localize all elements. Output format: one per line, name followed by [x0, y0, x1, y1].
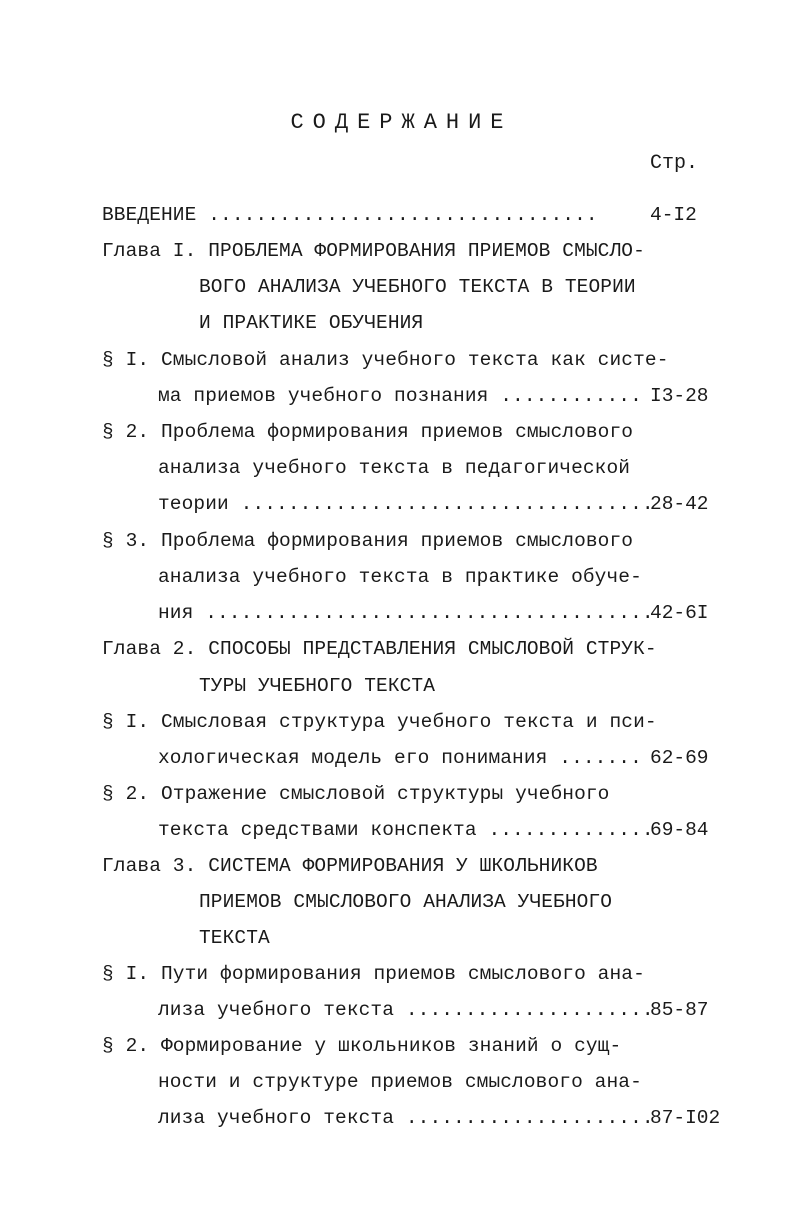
toc-entry-ch2-s2-cont: текста средствами конспекта ..............	[158, 819, 654, 841]
page-range-ch2-s1: 62-69	[650, 747, 709, 769]
toc-entry-ch2-s2: § 2. Отражение смысловой структуры учебного	[102, 783, 610, 805]
toc-entry-ch1-s2-cont: анализа учебного текста в педагогической	[158, 457, 631, 479]
toc-entry-ch2-s1: § I. Смысловая структура учебного текста и пси-	[102, 711, 657, 733]
chapter-1-heading-cont: ВОГО АНАЛИЗА УЧЕБНОГО ТЕКСТА В ТЕОРИИ	[199, 276, 636, 298]
toc-entry-ch1-s1-cont: ма приемов учебного познания ............	[158, 385, 642, 407]
page-range-ch1-s2: 28-42	[650, 493, 709, 515]
toc-entry-ch3-s2-cont: лиза учебного текста .....................	[158, 1107, 654, 1129]
toc-entry-ch1-s3-cont: анализа учебного текста в практике обуче-	[158, 566, 642, 588]
toc-entry-ch3-s2: § 2. Формирование у школьников знаний о сущ-	[102, 1035, 622, 1057]
toc-entry-ch3-s2-cont: ности и структуре приемов смыслового ана-	[158, 1071, 642, 1093]
toc-entry-ch1-s1: § I. Смысловой анализ учебного текста как систе-	[102, 349, 669, 371]
chapter-3-heading: Глава 3. СИСТЕМА ФОРМИРОВАНИЯ У ШКОЛЬНИКОВ	[102, 855, 598, 877]
page-range-ch1-s1: I3-28	[650, 385, 709, 407]
toc-entry-ch1-s2: § 2. Проблема формирования приемов смыслового	[102, 421, 634, 443]
page-range-ch3-s1: 85-87	[650, 999, 709, 1021]
page-range-ch1-s3: 42-6I	[650, 602, 709, 624]
chapter-3-heading-cont: ПРИЕМОВ СМЫСЛОВОГО АНАЛИЗА УЧЕБНОГО	[199, 891, 613, 913]
chapter-2-heading-cont: ТУРЫ УЧЕБНОГО ТЕКСТА	[199, 675, 436, 697]
chapter-1-heading-cont: И ПРАКТИКЕ ОБУЧЕНИЯ	[199, 312, 424, 334]
page-range-introduction: 4-I2	[650, 204, 697, 226]
toc-entry-ch3-s1-cont: лиза учебного текста .....................	[158, 999, 654, 1021]
toc-entry-introduction: ВВЕДЕНИЕ .................................	[102, 204, 598, 226]
toc-entry-ch1-s2-cont: теории ...................................	[158, 493, 654, 515]
page-range-ch2-s2: 69-84	[650, 819, 709, 841]
chapter-2-heading: Глава 2. СПОСОБЫ ПРЕДСТАВЛЕНИЯ СМЫСЛОВОЙ СТРУК-	[102, 638, 657, 660]
toc-entry-ch3-s1: § I. Пути формирования приемов смыслового ана-	[102, 963, 645, 985]
page-column-label: Стр.	[650, 152, 699, 175]
chapter-3-heading-cont: ТЕКСТА	[199, 927, 270, 949]
page-range-ch3-s2: 87-I02	[650, 1107, 721, 1129]
page-title: СОДЕРЖАНИЕ	[290, 110, 513, 135]
toc-entry-ch1-s3-cont: ния ......................................	[158, 602, 654, 624]
chapter-1-heading: Глава I. ПРОБЛЕМА ФОРМИРОВАНИЯ ПРИЕМОВ СМЫСЛО-	[102, 240, 645, 262]
toc-entry-ch1-s3: § 3. Проблема формирования приемов смыслового	[102, 530, 634, 552]
toc-entry-ch2-s1-cont: хологическая модель его понимания .......	[158, 747, 642, 769]
